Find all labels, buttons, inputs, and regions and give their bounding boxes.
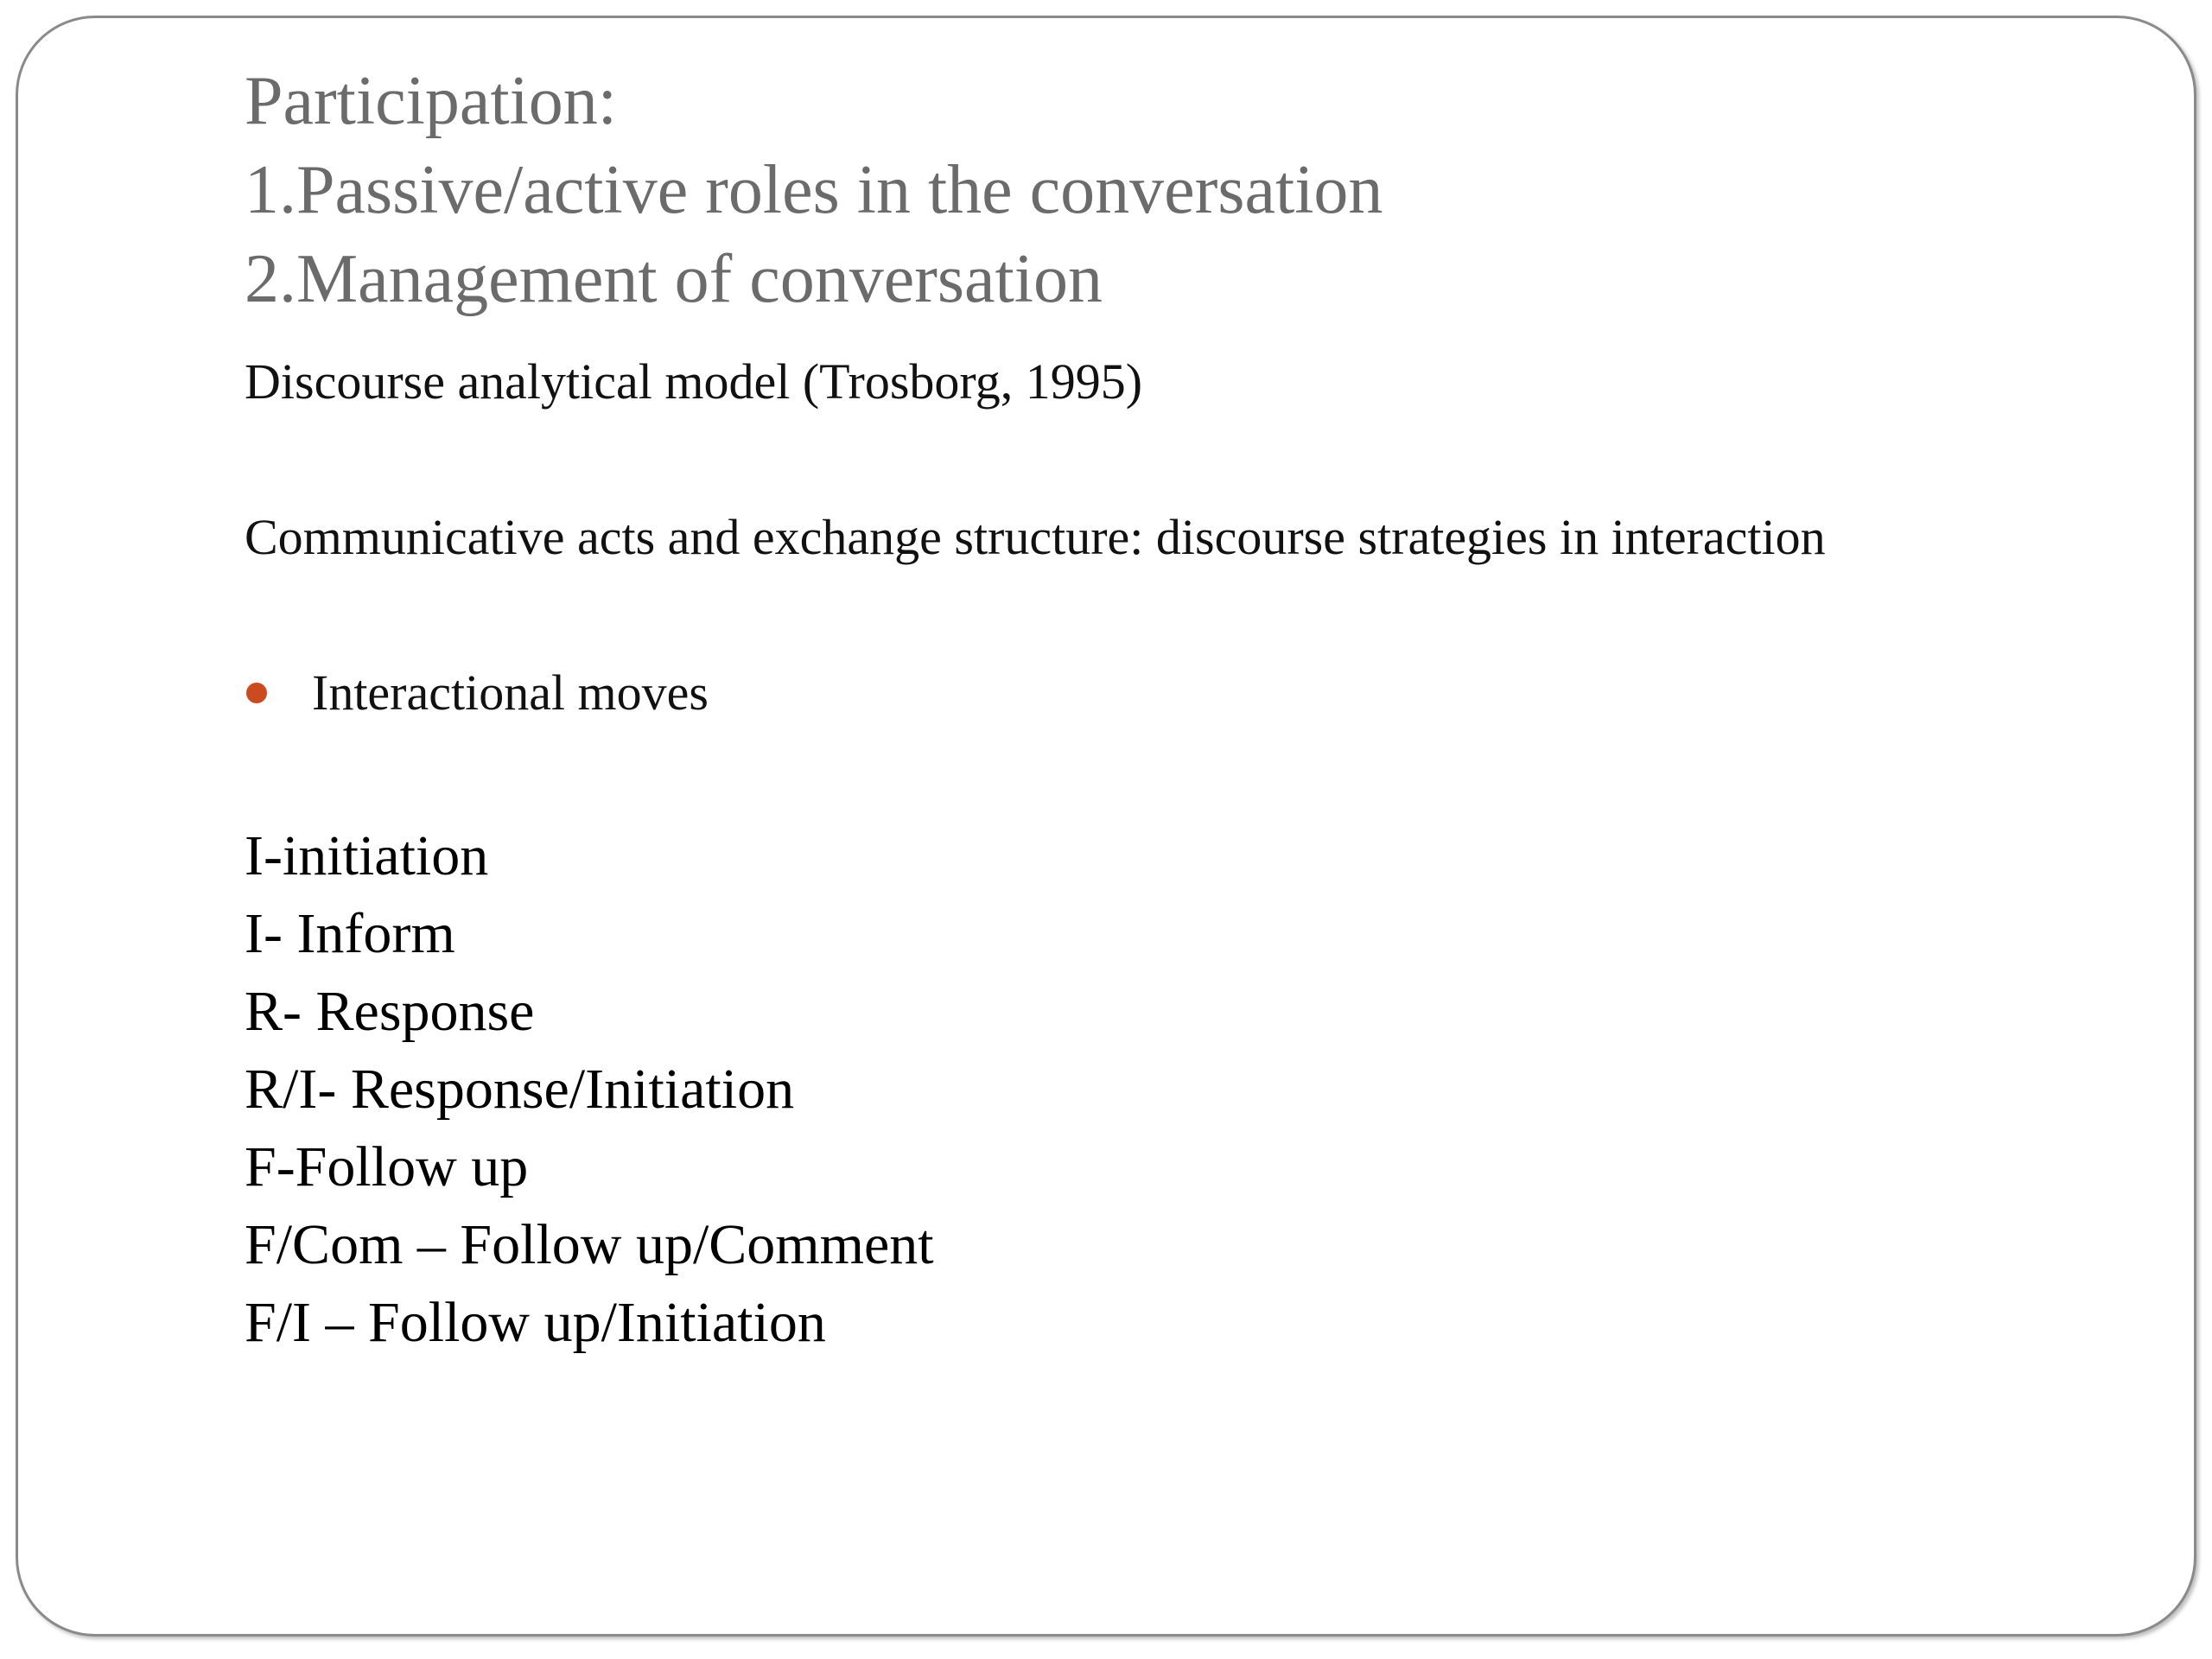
- move-follow-up: F-Follow up: [245, 1135, 529, 1198]
- move-follow-up-initiation: F/I – Follow up/Initiation: [245, 1291, 826, 1354]
- title-line-participation: Participation:: [245, 63, 618, 139]
- model-reference: Discourse analytical model (Trosborg, 1995): [245, 353, 1143, 410]
- move-follow-up-comment: F/Com – Follow up/Comment: [245, 1213, 934, 1276]
- move-initiation: I-initiation: [245, 824, 489, 887]
- bullet-text: Interactional moves: [312, 664, 709, 721]
- move-inform: I- Inform: [245, 902, 455, 965]
- move-response-initiation: R/I- Response/Initiation: [245, 1058, 795, 1121]
- title-line-roles: 1.Passive/active roles in the conversation: [245, 152, 1383, 228]
- moves-list: [245, 817, 934, 1362]
- title-line-management: 2.Management of conversation: [245, 241, 1103, 317]
- move-response: R- Response: [245, 980, 535, 1043]
- section-heading: Communicative acts and exchange structure: discourse strategies in interaction: [245, 509, 1826, 565]
- bullet-item: [245, 664, 709, 721]
- slide-title: [245, 57, 2145, 324]
- bullet-dot-icon: [246, 683, 267, 703]
